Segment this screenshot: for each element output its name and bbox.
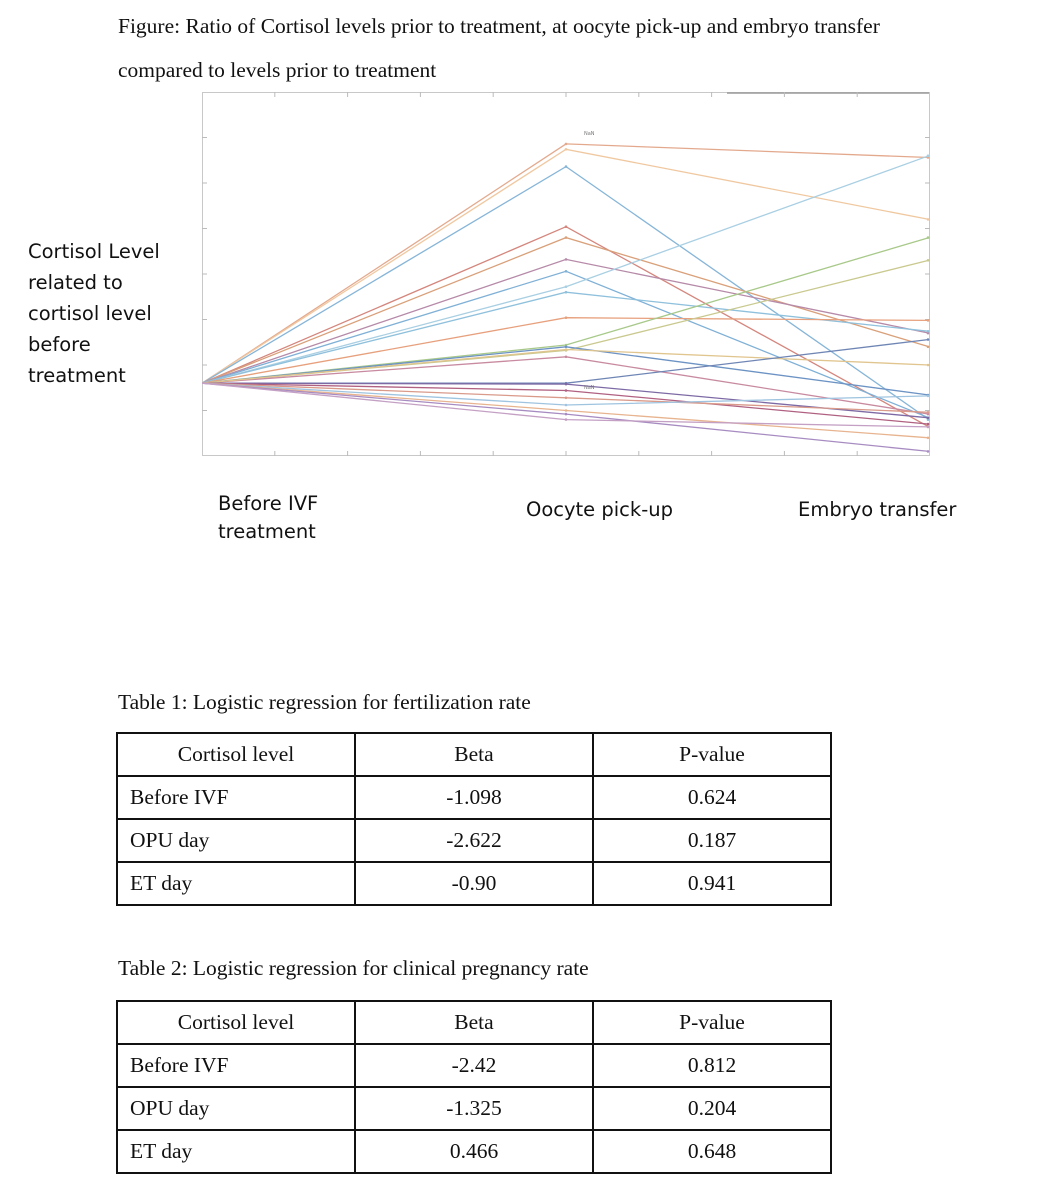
table-cell: 0.648 <box>593 1130 831 1173</box>
table-cell: -1.098 <box>355 776 593 819</box>
data-point <box>927 330 930 333</box>
table-cell: 0.466 <box>355 1130 593 1173</box>
table-header-row <box>117 733 831 776</box>
data-point <box>927 437 930 440</box>
column-header: Beta <box>355 733 593 776</box>
nan-marker: NaN <box>584 385 595 391</box>
data-point <box>565 404 568 407</box>
table-cell: 0.204 <box>593 1087 831 1130</box>
data-point <box>565 316 568 319</box>
x-category-label-line: Oocyte pick-up <box>526 498 673 521</box>
table-row <box>117 1087 831 1130</box>
x-category-label <box>526 496 673 524</box>
table-cell: -0.90 <box>355 862 593 905</box>
data-point <box>565 413 568 416</box>
y-axis-label-line: cortisol level <box>28 302 152 325</box>
column-header: Cortisol level <box>117 1001 355 1044</box>
column-header: P-value <box>593 1001 831 1044</box>
data-point <box>565 143 568 146</box>
table-cell: 0.812 <box>593 1044 831 1087</box>
x-category-label-line: Embryo transfer <box>798 498 957 521</box>
data-point <box>927 346 930 349</box>
table-cell: Before IVF <box>117 1044 355 1087</box>
table-2-caption: Table 2: Logistic regression for clinical pregnancy rate <box>118 956 589 980</box>
table-cell: 0.624 <box>593 776 831 819</box>
data-point <box>927 426 930 429</box>
data-point <box>927 364 930 367</box>
table-cell: Before IVF <box>117 776 355 819</box>
data-point <box>565 165 568 168</box>
x-category-label-line: Before IVF <box>218 492 319 515</box>
data-point <box>927 411 930 414</box>
table-cell: 0.941 <box>593 862 831 905</box>
table-1-caption: Table 1: Logistic regression for fertilization rate <box>118 690 531 714</box>
y-axis-label-line: treatment <box>28 364 126 387</box>
data-point <box>565 348 568 351</box>
column-header: Cortisol level <box>117 733 355 776</box>
table-row <box>117 1044 831 1087</box>
data-point <box>565 409 568 412</box>
y-axis-label-line: before <box>28 333 91 356</box>
data-point <box>927 259 930 262</box>
data-point <box>927 154 930 157</box>
column-header: Beta <box>355 1001 593 1044</box>
data-point <box>565 225 568 228</box>
table-row <box>117 862 831 905</box>
y-axis-label-line: related to <box>28 271 123 294</box>
data-point <box>565 270 568 273</box>
nan-marker: NaN <box>584 131 595 137</box>
data-point <box>565 291 568 294</box>
table-cell: -1.325 <box>355 1087 593 1130</box>
data-point <box>565 236 568 239</box>
data-point <box>565 418 568 421</box>
plot-frame <box>203 93 930 456</box>
table-cell: OPU day <box>117 1087 355 1130</box>
figure-caption-line-1: Figure: Ratio of Cortisol levels prior to treatment, at oocyte pick-up and embryo transfer <box>118 14 880 38</box>
data-point <box>565 397 568 400</box>
data-point <box>565 148 568 151</box>
data-point <box>927 218 930 221</box>
figure-caption-line-2: compared to levels prior to treatment <box>118 58 437 82</box>
data-point <box>565 258 568 261</box>
data-point <box>927 319 930 322</box>
table-cell: ET day <box>117 862 355 905</box>
figure-caption <box>118 4 1028 92</box>
table-row <box>117 776 831 819</box>
table-row <box>117 819 831 862</box>
data-point <box>565 383 568 386</box>
data-point <box>927 395 930 398</box>
x-category-label <box>218 490 318 546</box>
data-point <box>565 389 568 392</box>
table-row <box>117 1130 831 1173</box>
line-chart <box>202 92 930 456</box>
y-axis-label <box>28 236 160 391</box>
data-point <box>927 338 930 341</box>
fertilization-rate-table <box>116 732 832 906</box>
data-point <box>927 236 930 239</box>
x-category-label <box>798 496 956 524</box>
table-cell: -2.622 <box>355 819 593 862</box>
data-point <box>565 356 568 359</box>
data-point <box>927 423 930 426</box>
column-header: P-value <box>593 733 831 776</box>
table-cell: ET day <box>117 1130 355 1173</box>
y-axis-label-line: Cortisol Level <box>28 240 160 263</box>
clinical-pregnancy-rate-table <box>116 1000 832 1174</box>
data-point <box>565 346 568 349</box>
data-point <box>565 285 568 288</box>
data-point <box>927 417 930 420</box>
table-cell: OPU day <box>117 819 355 862</box>
table-cell: 0.187 <box>593 819 831 862</box>
table-header-row <box>117 1001 831 1044</box>
data-point <box>927 450 930 453</box>
table-cell: -2.42 <box>355 1044 593 1087</box>
x-category-label-line: treatment <box>218 520 316 543</box>
